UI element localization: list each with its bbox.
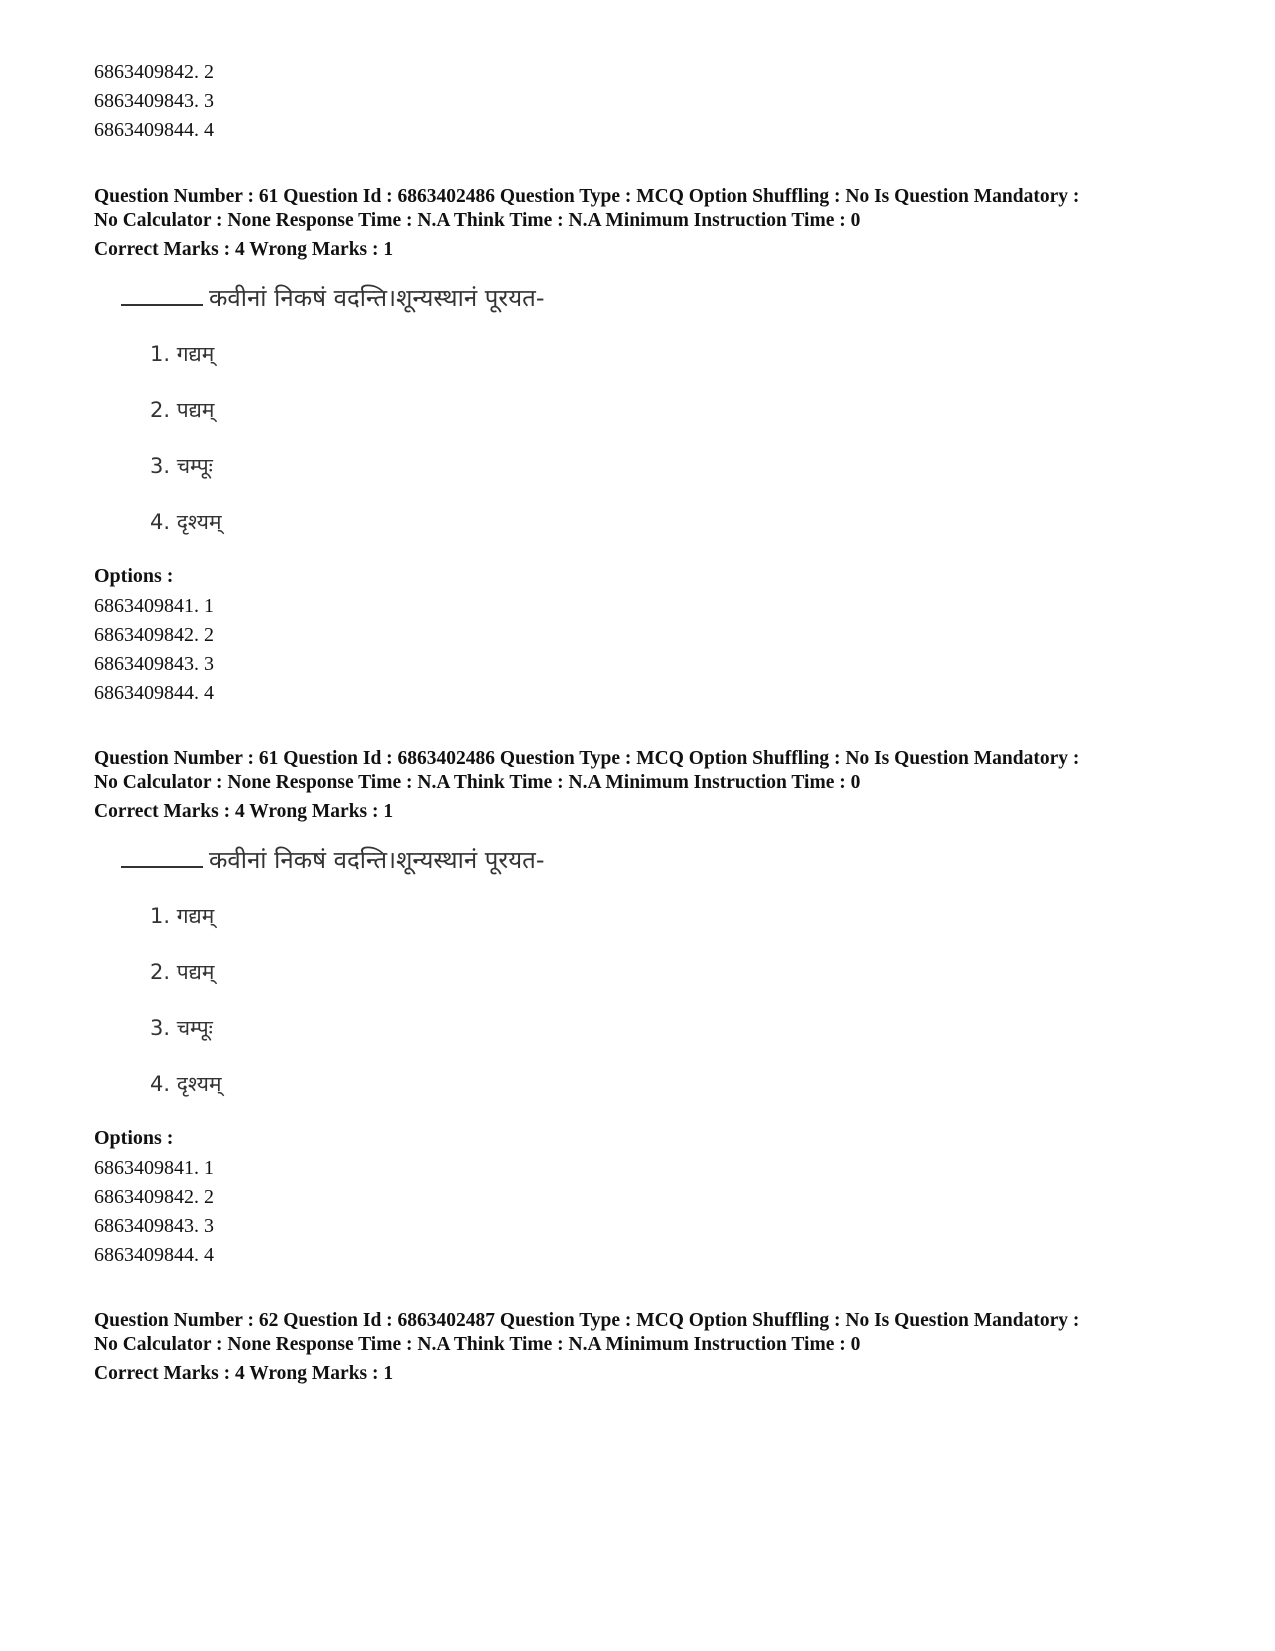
option-line: 6863409844. 4: [94, 1244, 214, 1266]
option-line: 6863409843. 3: [94, 90, 214, 112]
question-marks: Correct Marks : 4 Wrong Marks : 1: [94, 1363, 394, 1384]
question-meta-line-1: Question Number : 62 Question Id : 6863402487 Question Type : MCQ Option Shuffling : No Is Question Mandatory :: [94, 1310, 1080, 1331]
question-meta-line-2: No Calculator : None Response Time : N.A Think Time : N.A Minimum Instruction Time : 0: [94, 772, 861, 793]
option-line: 6863409841. 1: [94, 1157, 214, 1179]
fill-blank-line: [121, 303, 203, 306]
answer-choice-2: 2. पद्यम्: [150, 398, 215, 422]
option-line: 6863409842. 2: [94, 1186, 214, 1208]
question-prompt-text: कवीनां निकषं वदन्ति।शून्यस्थानं पूरयत-: [209, 284, 545, 312]
question-prompt-text: कवीनां निकषं वदन्ति।शून्यस्थानं पूरयत-: [209, 846, 545, 874]
option-line: 6863409843. 3: [94, 1215, 214, 1237]
question-header: [94, 747, 1214, 824]
answer-choice-4: 4. दृश्यम्: [150, 1072, 222, 1096]
fill-blank-line: [121, 865, 203, 868]
option-line: 6863409842. 2: [94, 61, 214, 83]
answer-choice-3: 3. चम्पूः: [150, 1016, 213, 1040]
question-header: [94, 185, 1214, 262]
answer-choice-1: 1. गद्यम्: [150, 342, 215, 366]
option-id-list: [94, 592, 214, 708]
question-meta-line-1: Question Number : 61 Question Id : 6863402486 Question Type : MCQ Option Shuffling : No Is Question Mandatory :: [94, 748, 1080, 769]
question-meta-line-2: No Calculator : None Response Time : N.A Think Time : N.A Minimum Instruction Time : 0: [94, 210, 861, 231]
option-line: 6863409841. 1: [94, 595, 214, 617]
question-marks: Correct Marks : 4 Wrong Marks : 1: [94, 239, 394, 260]
question-marks: Correct Marks : 4 Wrong Marks : 1: [94, 801, 394, 822]
option-line: 6863409844. 4: [94, 682, 214, 704]
option-line: 6863409843. 3: [94, 653, 214, 675]
question-meta-line-1: Question Number : 61 Question Id : 6863402486 Question Type : MCQ Option Shuffling : No Is Question Mandatory :: [94, 186, 1080, 207]
answer-choice-2: 2. पद्यम्: [150, 960, 215, 984]
question-prompt: [121, 281, 544, 314]
top-option-list: [94, 58, 214, 145]
answer-choice-4: 4. दृश्यम्: [150, 510, 222, 534]
option-line: 6863409842. 2: [94, 624, 214, 646]
question-header: [94, 1309, 1214, 1386]
question-prompt: [121, 843, 544, 876]
answer-choice-3: 3. चम्पूः: [150, 454, 213, 478]
options-heading: Options :: [94, 1127, 174, 1149]
option-line: 6863409844. 4: [94, 119, 214, 141]
option-id-list: [94, 1154, 214, 1270]
answer-choice-1: 1. गद्यम्: [150, 904, 215, 928]
question-meta-line-2: No Calculator : None Response Time : N.A Think Time : N.A Minimum Instruction Time : 0: [94, 1334, 861, 1355]
options-heading: Options :: [94, 565, 174, 587]
